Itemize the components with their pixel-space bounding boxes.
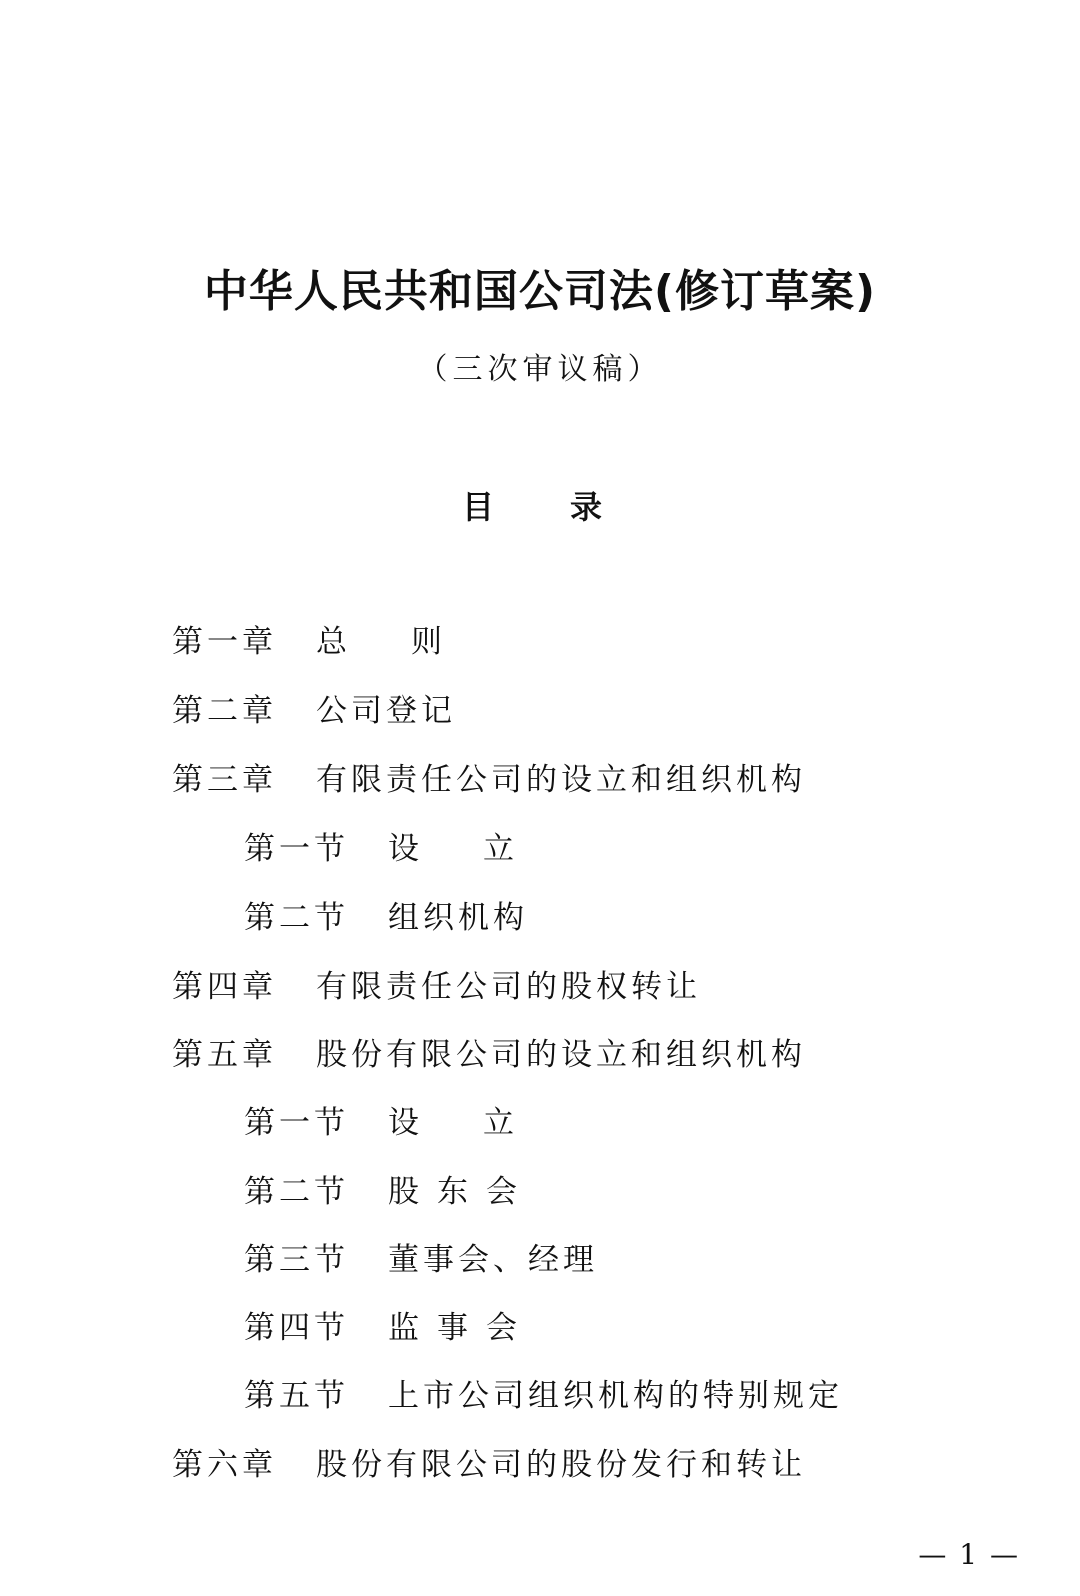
toc-entry-title: 总则 xyxy=(316,624,506,660)
page-subtitle: （三次审议稿） xyxy=(417,352,663,387)
toc-entry-title: 股份有限公司的设立和组织机构 xyxy=(316,1037,806,1073)
toc-entry-title: 有限责任公司的设立和组织机构 xyxy=(316,762,806,798)
toc-entry-number: 第四章 xyxy=(172,969,277,1005)
toc-entry-number: 第一节 xyxy=(244,1105,349,1141)
toc-entry-title: 公司登记 xyxy=(316,693,456,729)
toc-entry-number: 第四节 xyxy=(244,1310,349,1346)
toc-heading-char: 目 xyxy=(462,488,495,526)
toc-entry-title: 股东会 xyxy=(388,1174,535,1210)
toc-entry-title: 设立 xyxy=(388,1105,578,1141)
toc-entry-number: 第六章 xyxy=(172,1447,277,1483)
toc-entry-number: 第二节 xyxy=(244,1174,349,1210)
toc-entry-title: 有限责任公司的股权转让 xyxy=(316,969,701,1005)
toc-entry-number: 第五章 xyxy=(172,1037,277,1073)
page-number: — 1 — xyxy=(918,1538,1020,1571)
toc-entry-number: 第二节 xyxy=(244,900,349,936)
toc-entry-title: 上市公司组织机构的特别规定 xyxy=(388,1378,843,1414)
toc-entry-number: 第一节 xyxy=(244,831,349,867)
toc-entry-title: 组织机构 xyxy=(388,900,528,936)
toc-entry-title: 董事会、经理 xyxy=(388,1242,598,1278)
toc-heading-char: 录 xyxy=(570,488,603,526)
toc-entry-number: 第五节 xyxy=(244,1378,349,1414)
toc-entry-number: 第三节 xyxy=(244,1242,349,1278)
toc-entry-title: 设立 xyxy=(388,831,578,867)
toc-entry-number: 第二章 xyxy=(172,693,277,729)
toc-heading xyxy=(0,485,1080,529)
toc-entry-title: 股份有限公司的股份发行和转让 xyxy=(316,1447,806,1483)
toc-entry-number: 第一章 xyxy=(172,624,277,660)
toc-entry-number: 第三章 xyxy=(172,762,277,798)
toc-entry-title: 监事会 xyxy=(388,1310,535,1346)
page-title: 中华人民共和国公司法(修订草案) xyxy=(203,266,877,317)
